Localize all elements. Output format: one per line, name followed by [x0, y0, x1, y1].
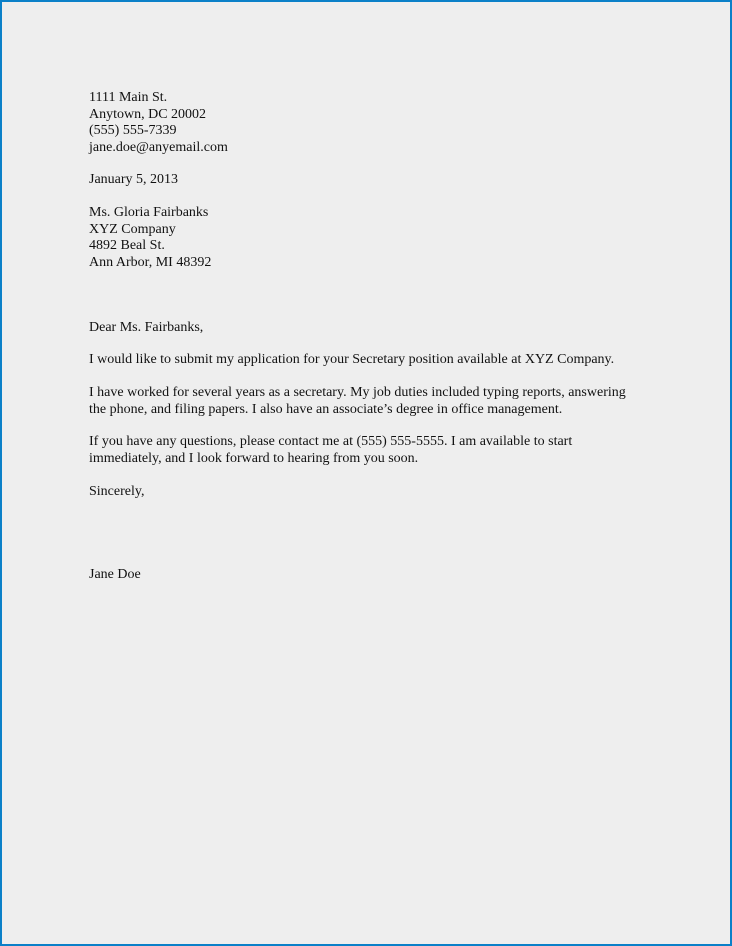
sender-street: 1111 Main St.: [89, 90, 168, 105]
paragraph-line: immediately, and I look forward to hearing from you soon.: [89, 450, 419, 466]
recipient-address: [89, 205, 211, 271]
recipient-name: Ms. Gloria Fairbanks: [89, 205, 209, 220]
paragraph-line: the phone, and filing papers. I also have an associate’s degree in office management.: [89, 401, 563, 417]
body-paragraph-2: [89, 385, 626, 418]
paragraph-line: I would like to submit my application for your Secretary position available at XYZ Company.: [89, 352, 615, 367]
sender-email: jane.doe@anyemail.com: [89, 139, 228, 155]
recipient-street: 4892 Beal St.: [89, 238, 165, 253]
closing: Sincerely,: [89, 484, 145, 499]
letter-date: January 5, 2013: [89, 172, 179, 187]
salutation: Dear Ms. Fairbanks,: [89, 320, 204, 335]
sender-city: Anytown, DC 20002: [89, 106, 207, 122]
paragraph-line: If you have any questions, please contact me at (555) 555-5555. I am available to start: [89, 434, 573, 449]
recipient-city: Ann Arbor, MI 48392: [89, 254, 212, 270]
paragraph-line: I have worked for several years as a secretary. My job duties included typing reports, answering: [89, 385, 626, 400]
signature-name: Jane Doe: [89, 567, 141, 582]
body-paragraph-1: [89, 352, 614, 369]
sender-address: [89, 90, 228, 156]
recipient-company: XYZ Company: [89, 221, 176, 237]
sender-phone: (555) 555-7339: [89, 123, 177, 138]
body-paragraph-3: [89, 434, 572, 467]
